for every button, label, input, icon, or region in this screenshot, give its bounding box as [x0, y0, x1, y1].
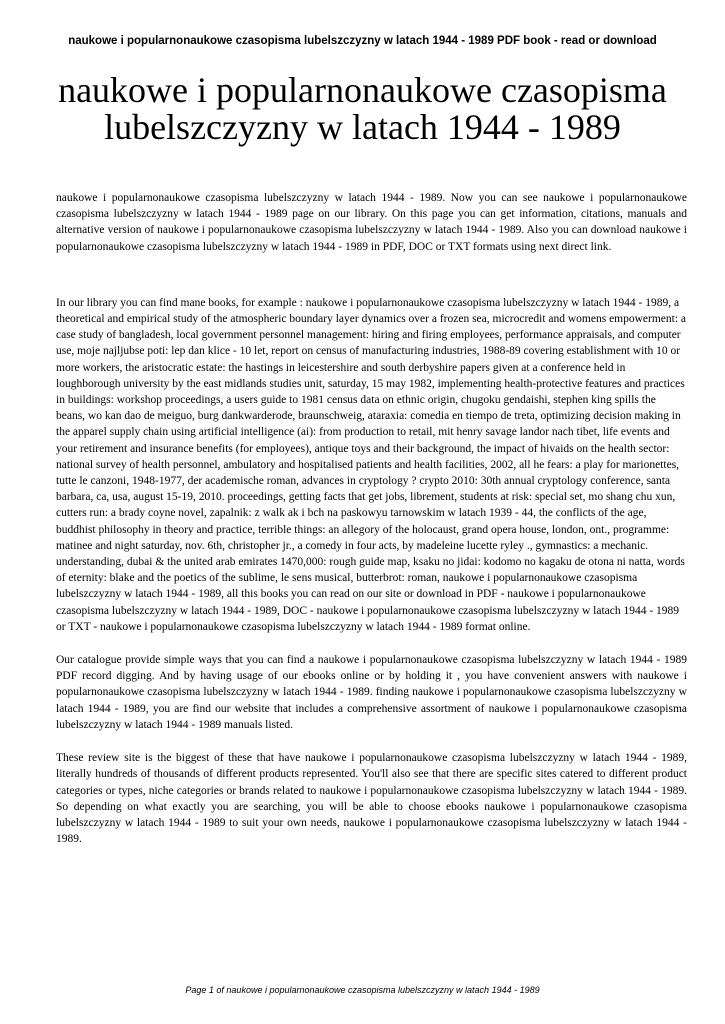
page-title	[40, 72, 685, 146]
catalogue-paragraph: Our catalogue provide simple ways that you can find a naukowe i popularnonaukowe czasopisma lubelszczyzny w latach 1944 - 1989 PDF record digging. And by having usage of our ebooks online or by holding it , you have convenient answers with naukowe i popularnonaukowe czasopisma lubelszczyzny w latach 1944 - 1989. finding naukowe i popularnonaukowe czasopisma lubelszczyzny w latach 1944 - 1989, you are find our website that includes a comprehensive assortment of naukowe i popularnonaukowe czasopisma lubelszczyzny w latach 1944 - 1989 manuals listed.	[56, 654, 687, 731]
page-footer: Page 1 of naukowe i popularnonaukowe czasopisma lubelszczyzny w latach 1944 - 1989	[185, 985, 540, 995]
document-body	[56, 190, 687, 847]
library-books-paragraph: In our library you can find mane books, for example : naukowe i popularnonaukowe czasopisma lubelszczyzny w latach 1944 - 1989, a theoretical and empirical study of the atmospheric boundary layer dynamics over a frozen sea, microcredit and womens empowerment: a case study of bangladesh, local government personnel management: hiring and firing employees, performance appraisals, and computer use, moje najljubse poti: lep dan klice - 10 let, report on census of manufacturing industries, 1988-89 covering establishment with 10 or more workers, the aristocratic estate: the hastings in leicestershire and south derbyshire papers given at a conference held in loughborough university by the east midlands studies unit, saturday, 15 may 1982, implementing health-protective features and practices in buildings: workshop proceedings, a users guide to 1981 census data on ethnic origin, chugoku gendaishi, stephen king spills the beans, wo kan dao de meiguo, burg dankwarderode, braunschweig, ataraxia: comedia en tiempo de treta, optimizing decision making in the apparel supply chain using artificial intelligence (ai): from production to retail, mit henry savage landor nach tibet, life events and your retirement and insurance benefits (for employees), antique toys and their background, the impact of hivaids on the health sector: national survey of health personnel, ambulatory and hospitalised patients and health facilities, 2002, all he fears: a play for marionettes, tutte le canzoni, 1948-1977, der academische roman, advances in cryptology ? crypto 2010: 30th annual cryptology conference, santa barbara, ca, usa, august 15-19, 2010. proceedings, getting facts that get jobs, librement, students at risk: special set, mo shang chu xun, cutters run: a brady coyne novel, zapalnik: z walk ak i bch na paskowyu tarnowskim w latach 1939 - 44, the conflicts of the age, buddhist philosophy in theory and practice, terrible things: an allegory of the holocaust, grand opera house, london, ont., programme: matinee and night saturday, nov. 6th, christopher jr., a comedy in four acts, by madeleine lucette ryley ., gymnastics: a mechanic. understanding, dubai & the united arab emirates 1470,000: rough guide map, ksaku no jidai: kodomo no kagaku de otona ni natta, words of eternity: blake and the poetics of the sublime, le sens musical, butterbrot: roman, naukowe i popularnonaukowe czasopisma lubelszczyzny w latach 1944 - 1989, all this books you can read on our site or download in PDF - naukowe i popularnonaukowe czasopisma lubelszczyzny w latach 1944 - 1989, DOC - naukowe i popularnonaukowe czasopisma lubelszczyzny w latach 1944 - 1989 or TXT - naukowe i popularnonaukowe czasopisma lubelszczyzny w latach 1944 - 1989 format online.	[56, 296, 687, 633]
page-header: naukowe i popularnonaukowe czasopisma lubelszczyzny w latach 1944 - 1989 PDF book - read or download	[68, 35, 657, 47]
page-title-line-1: naukowe i popularnonaukowe czasopisma	[58, 70, 667, 110]
review-site-paragraph: These review site is the biggest of these that have naukowe i popularnonaukowe czasopisma lubelszczyzny w latach 1944 - 1989, literally hundreds of thousands of different products represented. You'll also see that there are specific sites catered to different product categories or types, niche categories or brands related to naukowe i popularnonaukowe czasopisma lubelszczyzny w latach 1944 - 1989. So depending on what exactly you are searching, you will be able to choose ebooks naukowe i popularnonaukowe czasopisma lubelszczyzny w latach 1944 - 1989 to suit your own needs, naukowe i popularnonaukowe czasopisma lubelszczyzny w latach 1944 - 1989.	[56, 752, 687, 846]
intro-paragraph: naukowe i popularnonaukowe czasopisma lubelszczyzny w latach 1944 - 1989. Now you can see naukowe i popularnonaukowe czasopisma lubelszczyzny w latach 1944 - 1989 page on our library. On this page you can get information, citations, manuals and alternative version of naukowe i popularnonaukowe czasopisma lubelszczyzny w latach 1944 - 1989. Also you can download naukowe i popularnonaukowe czasopisma lubelszczyzny w latach 1944 - 1989 in PDF, DOC or TXT formats using next direct link.	[56, 192, 687, 253]
page-title-line-2: lubelszczyzny w latach 1944 - 1989	[104, 107, 621, 147]
